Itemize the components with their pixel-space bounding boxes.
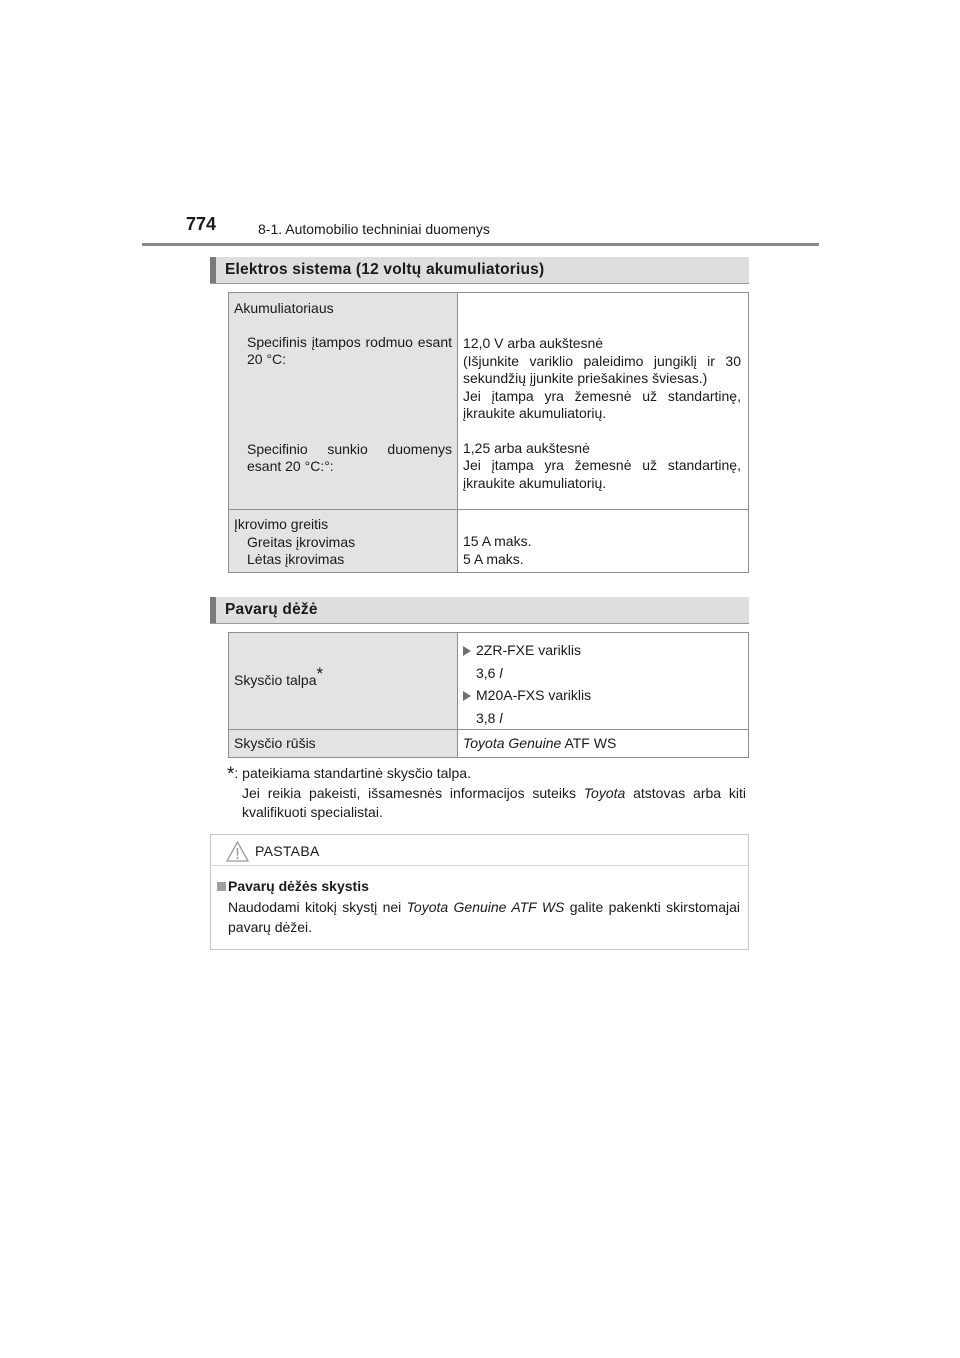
battery-label-cell bbox=[229, 293, 458, 510]
voltage-value: 12,0 V arba aukštesnė bbox=[463, 335, 604, 351]
voltage-instruction: (Išjunkite variklio paleidimo jungiklį ir 30 sekundžių įjunkite priešakines šviesas.) bbox=[463, 352, 741, 386]
table-row bbox=[229, 730, 749, 758]
gravity-label: Specifinio sunkio duomenys esant 20 °C:°: bbox=[247, 440, 452, 474]
gravity-warning: Jei įtampa yra žemesnė už standartinę, įkraukite akumuliatorių. bbox=[463, 457, 741, 491]
table-row bbox=[229, 510, 749, 573]
section-transmission-header bbox=[210, 597, 749, 624]
warning-icon bbox=[226, 841, 249, 862]
note-box bbox=[210, 834, 749, 950]
page-number: 774 bbox=[186, 214, 217, 234]
liter-unit: l bbox=[499, 709, 503, 726]
table-row bbox=[229, 293, 749, 510]
fluid-type-spec: ATF WS bbox=[561, 734, 617, 751]
electrical-spec-table bbox=[228, 292, 749, 573]
slow-charge-label: Lėtas įkrovimas bbox=[247, 551, 345, 567]
section-electrical-header bbox=[210, 257, 749, 284]
footnote-line-1: : pateikiama standartinė skysčio talpa. bbox=[234, 765, 471, 781]
battery-label: Akumuliatoriaus bbox=[234, 300, 334, 316]
capacity-value-cell bbox=[458, 633, 749, 730]
transmission-spec-table bbox=[228, 632, 749, 758]
bullet-square-icon bbox=[217, 882, 226, 891]
liter-unit: l bbox=[499, 664, 503, 681]
section-electrical-title: Elektros sistema (12 voltų akumuliatorius) bbox=[225, 261, 545, 278]
table-row bbox=[229, 633, 749, 730]
note-label: PASTABA bbox=[255, 843, 320, 859]
engine-1-capacity: 3,6 bbox=[476, 664, 496, 681]
fluid-type-brand: Toyota Genuine bbox=[463, 734, 562, 751]
fast-charge-value: 15 A maks. bbox=[463, 533, 532, 549]
slow-charge-value: 5 A maks. bbox=[463, 550, 524, 567]
engine-2-capacity: 3,8 bbox=[476, 709, 496, 726]
footnote bbox=[228, 763, 746, 823]
footnote-mark: * bbox=[227, 764, 235, 785]
section-marker bbox=[210, 597, 216, 623]
fluid-type-value-cell bbox=[458, 730, 749, 758]
fluid-type-label: Skysčio rūšis bbox=[234, 734, 316, 751]
header-rule bbox=[142, 243, 819, 246]
engine-2-label: M20A-FXS variklis bbox=[476, 687, 592, 703]
battery-value-cell bbox=[458, 293, 749, 510]
voltage-label: Specifinis įtampos rodmuo esant 20 °C: bbox=[247, 333, 452, 367]
toyota-fluid-brand: Toyota Genuine ATF WS bbox=[406, 899, 565, 915]
section-marker bbox=[210, 257, 216, 283]
engine-1-label: 2ZR-FXE variklis bbox=[476, 642, 582, 658]
charge-value-cell bbox=[458, 510, 749, 573]
note-header bbox=[211, 835, 748, 866]
charge-label-cell bbox=[229, 510, 458, 573]
charge-label: Įkrovimo greitis bbox=[234, 516, 329, 532]
note-title: Pavarų dėžės skystis bbox=[228, 878, 369, 894]
arrow-right-icon bbox=[463, 691, 471, 701]
gravity-value: 1,25 arba aukštesnė bbox=[463, 439, 590, 456]
capacity-label-cell bbox=[229, 633, 458, 730]
capacity-label: Skysčio talpa bbox=[234, 672, 317, 689]
fast-charge-label: Greitas įkrovimas bbox=[247, 533, 356, 550]
arrow-right-icon bbox=[463, 646, 471, 656]
section-transmission-title: Pavarų dėžė bbox=[225, 601, 318, 618]
capacity-footnote-mark: * bbox=[316, 664, 324, 684]
chapter-title: 8-1. Automobilio techniniai duomenys bbox=[258, 221, 490, 237]
note-body: Naudodami kitokį skystį nei Toyota Genuine ATF WS galite pakenkti skirstomajai pavarų dėžei. bbox=[228, 899, 741, 935]
toyota-brand: Toyota bbox=[583, 784, 626, 801]
footnote-line-2: Jei reikia pakeisti, išsamesnės informacijos suteiks Toyota atstovas arba kiti kvalifikuoti specialistai. bbox=[242, 784, 747, 820]
voltage-warning: Jei įtampa yra žemesnė už standartinę, įkraukite akumuliatorių. bbox=[463, 387, 741, 421]
fluid-type-label-cell bbox=[229, 730, 458, 758]
